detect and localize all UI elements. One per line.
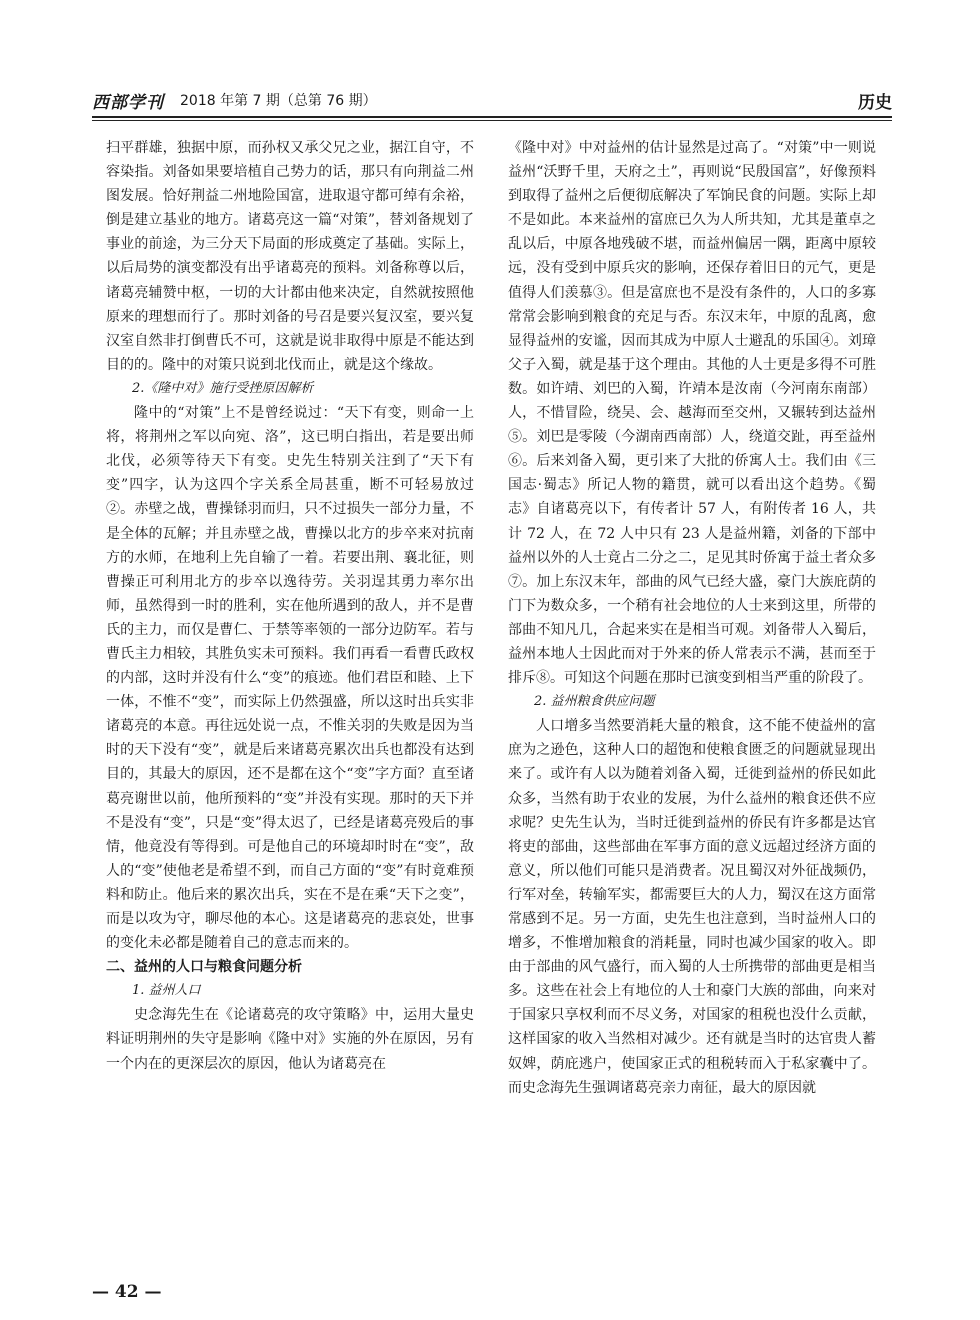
paragraph: 隆中的“对策”上不是曾经说过：“天下有变，则命一上将，将荆州之军以向宛、洛”，这已明白指出，若是要出师北伐，必须等待天下有变。史先生特别关注到了“天下有变”四字，认为这四个字关系全局甚重，断不可轻易放过②。赤壁之战，曹操铩羽而归，只不过损失一部分力量，不是全体的瓦解；并且赤壁之战，曹操以北方的步卒来对抗南方的水师，在地利上先自输了一着。若要出荆、襄北征，则曹操正可利用北方的步卒以逸待劳。关羽逞其勇力率尔出师，虽然得到一时的胜利，实在他所遇到的敌人，并不是曹氏的主力，而仅是曹仁、于禁等率领的一部分边防军。若与曹氏主力相较，其胜负实未可预料。我们再看一看曹氏政权的内部，这时并没有什么“变”的痕迹。他们君臣和睦、上下一体，不惟不“变”，而实际上仍然强盛，所以这时出兵实非诸葛亮的本意。再往远处说一点，不惟关羽的失败是因为当时的天下没有“变”，就是后来诸葛亮累次出兵也都没有达到目的，其最大的原因，还不是都在这个“变”字方面？直至诸葛亮谢世以前，他所预料的“变”并没有实现。那时的天下并不是没有“变”，只是“变”得太迟了，已经是诸葛亮殁后的事情，他竟没有等得到。可是他自己的环境却时时在“变”，敌人的“变”使他老是希望不到，而自己方面的“变”有时竟难预料和防止。他后来的累次出兵，实在不是在乘“天下之变”，而是以攻为守，聊尽他的本心。这是诸葛亮的悲哀处，世事的变化未必都是随着自己的意志而来的。 xyxy=(106,405,474,952)
page-number: — 42 — xyxy=(92,1282,162,1302)
left-column xyxy=(106,136,474,1076)
paragraph: 史念海先生在《论诸葛亮的攻守策略》中，运用大量史料证明荆州的失守是影响《隆中对》实施的外在原因，另有一个内在的更深层次的原因，他认为诸葛亮在 xyxy=(106,1007,474,1072)
right-column xyxy=(508,136,876,1100)
paragraph: 人口增多当然要消耗大量的粮食，这不能不使益州的富庶为之逊色，这种人口的超饱和使粮食匮乏的问题就显现出来了。或许有人以为随着刘备入蜀，迁徙到益州的侨民如此众多，当然有助于农业的发展，为什么益州的粮食还供不应求呢？史先生认为，当时迁徙到益州的侨民有许多都是达官将吏的部曲，这些部曲在军事方面的意义远超过经济方面的意义，所以他们可能只是消费者。况且蜀汉对外征战频仍，行军对垒，转输军实，都需要巨大的人力，蜀汉在这方面常常感到不足。另一方面，史先生也注意到，当时益州人口的增多，不惟增加粮食的消耗量，同时也减少国家的收入。即由于部曲的风气盛行，而入蜀的人士所携带的部曲更是相当多。这些在社会上有地位的人士和豪门大族的部曲，向来对于国家只享权利而不尽义务，对国家的租税也没什么贡献，这样国家的收入当然相对减少。还有就是当时的达官贵人蓄奴婢，荫庇逃户，使国家正式的租税转而入于私家囊中了。而史念海先生强调诸葛亮亲力南征，最大的原因就 xyxy=(508,718,876,1096)
header-rule-thick xyxy=(92,116,892,118)
page-header xyxy=(92,86,892,114)
journal-title: 西部学刊 xyxy=(92,93,164,113)
section-label: 历史 xyxy=(858,93,892,113)
header-rule-thin xyxy=(92,120,892,121)
subheading: 2. 益州粮食供应问题 xyxy=(534,694,655,710)
paragraph: 扫平群雄，独据中原，而孙权又承父兄之业，据江自守，不容染指。刘备如果要培植自己势力的话，那只有向荆益二州图发展。恰好荆益二州地险国富，进取退守都可绰有余裕，倒是建立基业的地方。诸葛亮这一篇“对策”，替刘备规划了事业的前途，为三分天下局面的形成奠定了基础。实际上，以后局势的演变都没有出乎诸葛亮的预料。刘备称尊以后，诸葛亮辅赞中枢，一切的大计都由他来决定，自然就按照他原来的理想而行了。那时刘备的号召是要兴复汉室，要兴复汉室自然非打倒曹氏不可，这就是说非取得中原是不能达到目的的。隆中的对策只说到北伐而止，就是这个缘故。 xyxy=(106,140,474,373)
subheading: 2.《隆中对》施行受挫原因解析 xyxy=(132,380,314,396)
section-heading: 二、益州的人口与粮食问题分析 xyxy=(106,959,302,976)
issue-info: 2018 年第 7 期（总第 76 期） xyxy=(180,93,377,109)
paragraph: 《隆中对》中对益州的估计显然是过高了。“对策”中一则说益州“沃野千里，天府之土”，再则说“民殷国富”，好像预料到取得了益州之后便彻底解决了军饷民食的问题。实际上却不是如此。本来益州的富庶已久为人所共知，尤其是董卓之乱以后，中原各地残破不堪，而益州偏居一隅，距离中原较远，没有受到中原兵灾的影响，还保存着旧日的元气，更是值得人们羡慕③。但是富庶也不是没有条件的，人口的多寡常常会影响到粮食的充足与否。东汉末年，中原的乱离，愈显得益州的安谧，因而其成为中原人士避乱的乐国④。刘璋父子入蜀，就是基于这个理由。其他的人士更是多得不可胜数。如许靖、刘巴的入蜀，许靖本是汝南（今河南东南部）人，不惜冒险，绕吴、会、越海而至交州，又辗转到达益州⑤。刘巴是零陵（今湖南西南部）人，绕道交趾，再至益州⑥。后来刘备入蜀，更引来了大批的侨寓人士。我们由《三国志·蜀志》所记人物的籍贯，就可以看出这个趋势。《蜀志》自诸葛亮以下，有传者计 57 人，有附传者 16 人，共计 72 人，在 72 人中只有 23 人是益州籍，刘备的下部中益州以外的人士竟占二分之二，足见其时侨寓于益土者众多⑦。加上东汉末年，部曲的风气已经大盛，豪门大族庇荫的门下为数众多，一个稍有社会地位的人士来到这里，所带的部曲不知凡几，合起来实在是相当可观。刘备带人入蜀后，益州本地人士因此而对于外来的侨人常表示不满，甚而至于排斥⑧。可知这个问题在那时已演变到相当严重的阶段了。 xyxy=(508,140,876,687)
subheading: 1. 益州人口 xyxy=(132,983,201,999)
